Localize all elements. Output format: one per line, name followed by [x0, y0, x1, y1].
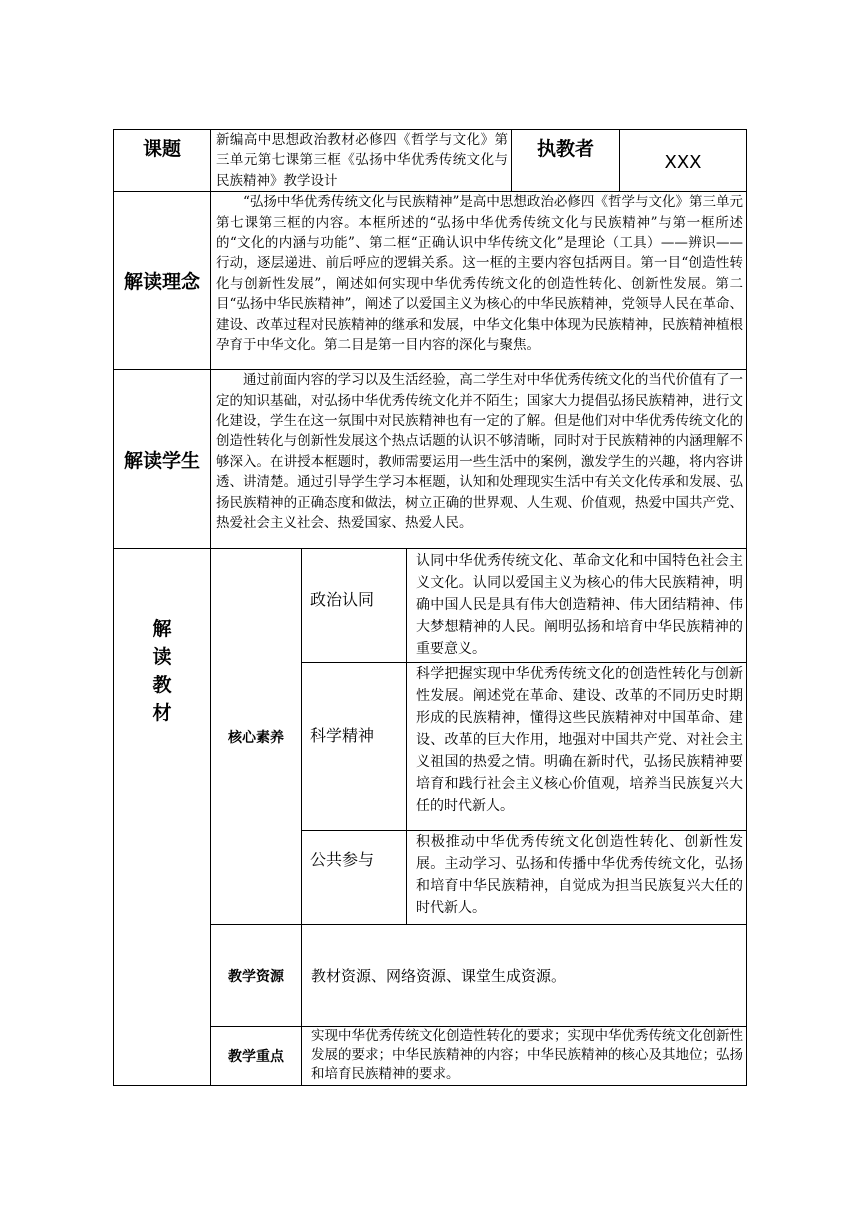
- core-item-name: 科学精神: [302, 663, 407, 831]
- concept-text: “弘扬中华优秀传统文化与民族精神”是高中思想政治必修四《哲学与文化》第三单元第七课第三框的内容。本框所述的“弘扬中华优秀传统文化与民族精神”与第一框所述的“文化的内涵与功能”、第二框“正确认识中华传统文化”是理论（工具）——辨识——行动，逐层递进、前后呼应的逻辑关系。这一框的主要内容包括两目。第一目“创造性转化与创新性发展”，阐述如何实现中华优秀传统文化的创造性转化、创新性发展。第二目“弘扬中华民族精神”，阐述了以爱国主义为核心的中华民族精神，党领导人民在革命、建设、改革过程对民族精神的继承和发展，中华文化集中体现为民族精神，民族精神植根孕育于中华文化。第二目是第一目内容的深化与聚焦。: [211, 192, 747, 370]
- students-label: 解读学生: [114, 370, 211, 549]
- concept-row: [114, 192, 747, 370]
- topic-text: 新编高中思想政治教材必修四《哲学与文化》第三单元第七课第三框《弘扬中华优秀传统文化与民族精神》教学设计: [211, 130, 512, 192]
- students-row: [114, 370, 747, 549]
- core-item-name: 政治认同: [302, 549, 407, 663]
- resources-text: 教材资源、网络资源、课堂生成资源。: [302, 925, 747, 1027]
- students-text: 通过前面内容的学习以及生活经验，高二学生对中华优秀传统文化的当代价值有了一定的知识基础，对弘扬中华优秀传统文化并不陌生；国家大力提倡弘扬民族精神，进行文化建设，学生在这一氛围中对民族精神也有一定的了解。但是他们对中华优秀传统文化的创造性转化与创新性发展这个热点话题的认识不够清晰，同时对于民族精神的内涵理解不够深入。在讲授本框题时，教师需要运用一些生活中的案例，激发学生的兴趣，将内容讲透、讲清楚。通过引导学生学习本框题，认知和处理现实生活中有关文化传承和发展、弘扬民族精神的正确态度和做法，树立正确的世界观、人生观、价值观，热爱中国共产党、热爱社会主义社会、热爱国家、热爱人民。: [211, 370, 747, 549]
- core-literacy-label: 核心素养: [211, 549, 302, 925]
- teacher-label: 执教者: [512, 130, 620, 192]
- textbook-label: 解 读 教 材: [114, 549, 211, 1086]
- core-item-row: [114, 549, 747, 663]
- topic-row: [114, 130, 747, 192]
- resources-label: 教学资源: [211, 925, 302, 1027]
- core-item-text: 科学把握实现中华优秀传统文化的创造性转化与创新性发展。阐述党在革命、建设、改革的不同历史时期形成的民族精神，懂得这些民族精神对中国革命、建设、改革的巨大作用，地强对中国共产党、对社会主义祖国的热爱之情。明确在新时代，弘扬民族精神要培育和践行社会主义核心价值观，培养当民族复兴大任的时代新人。: [407, 663, 747, 831]
- core-item-text: 认同中华优秀传统文化、革命文化和中国特色社会主义文化。认同以爱国主义为核心的伟大民族精神，明确中国人民是具有伟大创造精神、伟大团结精神、伟大梦想精神的人民。阐明弘扬和培育中华民族精神的重要意义。: [407, 549, 747, 663]
- teacher-value: XXX: [620, 130, 747, 192]
- core-item-text: 积极推动中华优秀传统文化创造性转化、创新性发展。主动学习、弘扬和传播中华优秀传统文化，弘扬和培育中华民族精神，自觉成为担当民族复兴大任的时代新人。: [407, 831, 747, 925]
- key-points-text: 实现中华优秀传统文化创造性转化的要求；实现中华优秀传统文化创新性发展的要求；中华民族精神的内容；中华民族精神的核心及其地位；弘扬和培育民族精神的要求。: [302, 1027, 747, 1086]
- core-item-name: 公共参与: [302, 831, 407, 925]
- key-points-label: 教学重点: [211, 1027, 302, 1086]
- concept-label: 解读理念: [114, 192, 211, 370]
- lesson-plan-table: [113, 129, 747, 1086]
- lesson-plan-page: [113, 129, 746, 1086]
- topic-label: 课题: [114, 130, 211, 192]
